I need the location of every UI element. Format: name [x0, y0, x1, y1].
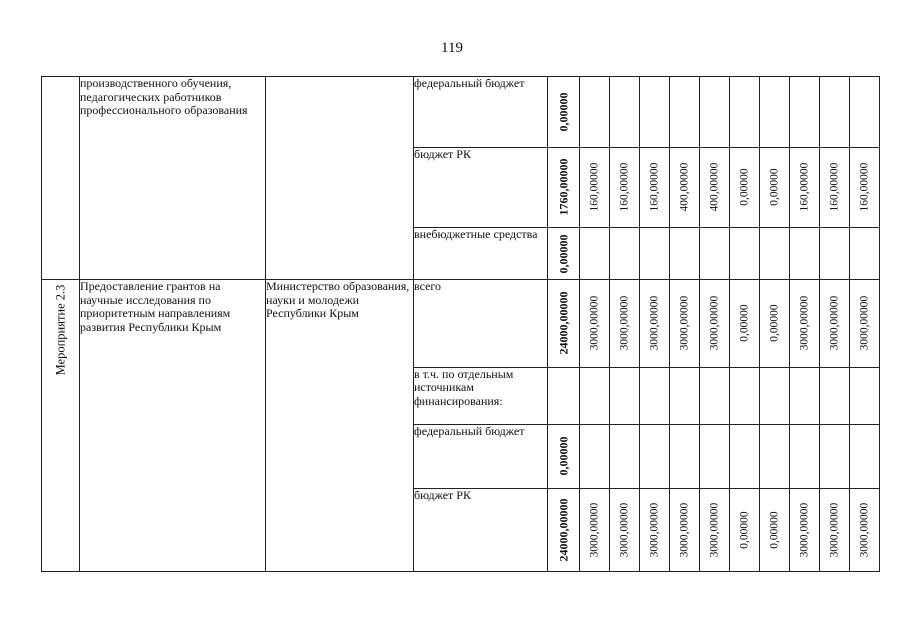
total-amount: 1760,00000: [555, 158, 570, 216]
measure-label: Мероприятие 2.3: [52, 284, 67, 376]
year-amount-cell: [610, 227, 640, 279]
year-amount: 160,00000: [617, 162, 630, 212]
total-amount: 0,00000: [555, 234, 570, 274]
responsible-executor: [266, 77, 414, 280]
year-amount-cell: [790, 488, 820, 571]
year-amount-cell: [790, 147, 820, 227]
year-amount: 3000,00000: [677, 296, 690, 351]
year-amount: 0,00000: [737, 168, 750, 207]
year-amount-cell: [760, 488, 790, 571]
funding-source: всего: [414, 280, 548, 367]
year-amount-cell: [790, 227, 820, 279]
year-amount-cell: [850, 425, 880, 489]
year-amount-cell: [580, 367, 610, 425]
total-amount-cell: [548, 488, 580, 571]
year-amount-cell: [850, 77, 880, 148]
year-amount-cell: [700, 425, 730, 489]
year-amount-cell: [790, 367, 820, 425]
total-amount-cell: [548, 147, 580, 227]
funding-source: федеральный бюджет: [414, 425, 548, 489]
year-amount: 160,00000: [647, 162, 660, 212]
year-amount-cell: [610, 280, 640, 367]
measure-description: производственного обучения, педагогических работников профессионального образования: [80, 77, 266, 280]
year-amount: 3000,00000: [617, 502, 630, 558]
year-amount-cell: [760, 227, 790, 279]
year-amount-cell: [730, 147, 760, 227]
year-amount-cell: [820, 425, 850, 489]
table-row: [42, 77, 880, 148]
year-amount: 3000,00000: [797, 296, 810, 351]
year-amount-cell: [580, 227, 610, 279]
year-amount: 3000,00000: [647, 296, 660, 351]
year-amount-cell: [700, 488, 730, 571]
year-amount-cell: [640, 367, 670, 425]
funding-source: бюджет РК: [414, 488, 548, 571]
funding-source: бюджет РК: [414, 147, 548, 227]
total-amount-cell: [548, 367, 580, 425]
year-amount: 3000,00000: [827, 502, 840, 558]
year-amount-cell: [790, 77, 820, 148]
funding-source: федеральный бюджет: [414, 77, 548, 148]
funding-source: в т.ч. по отдельным источникам финансирования:: [414, 367, 548, 425]
year-amount: 0,00000: [767, 511, 780, 549]
year-amount: 3000,00000: [677, 502, 690, 558]
year-amount-cell: [700, 227, 730, 279]
year-amount-cell: [730, 77, 760, 148]
year-amount-cell: [850, 488, 880, 571]
year-amount: 0,00000: [767, 304, 780, 343]
year-amount-cell: [640, 280, 670, 367]
year-amount-cell: [640, 488, 670, 571]
year-amount: 0,00000: [767, 168, 780, 207]
table-row: [42, 280, 880, 367]
year-amount-cell: [850, 367, 880, 425]
year-amount: 3000,00000: [707, 502, 720, 558]
measure-description: Предоставление грантов на научные исследования по приоритетным направлениям развития Республики Крым: [80, 280, 266, 572]
year-amount: 160,00000: [827, 162, 840, 212]
year-amount-cell: [610, 488, 640, 571]
year-amount: 3000,00000: [827, 296, 840, 351]
year-amount-cell: [760, 367, 790, 425]
year-amount-cell: [580, 280, 610, 367]
year-amount-cell: [670, 147, 700, 227]
year-amount-cell: [640, 425, 670, 489]
year-amount-cell: [730, 227, 760, 279]
year-amount-cell: [730, 488, 760, 571]
total-amount: 24000,00000: [555, 291, 570, 355]
year-amount: 3000,00000: [587, 296, 600, 351]
year-amount-cell: [640, 147, 670, 227]
year-amount: 160,00000: [797, 162, 810, 212]
year-amount-cell: [580, 147, 610, 227]
year-amount-cell: [640, 227, 670, 279]
year-amount-cell: [580, 488, 610, 571]
year-amount-cell: [610, 367, 640, 425]
year-amount: 160,00000: [857, 162, 870, 212]
year-amount-cell: [820, 147, 850, 227]
total-amount-cell: [548, 227, 580, 279]
year-amount: 3000,00000: [797, 502, 810, 558]
year-amount: 3000,00000: [647, 502, 660, 558]
year-amount-cell: [820, 77, 850, 148]
year-amount-cell: [850, 147, 880, 227]
year-amount-cell: [760, 425, 790, 489]
total-amount: 24000,00000: [555, 498, 570, 562]
year-amount-cell: [850, 280, 880, 367]
budget-table: [41, 76, 880, 572]
total-amount: 0,00000: [555, 436, 570, 476]
year-amount: 400,00000: [707, 162, 720, 212]
page-number: 119: [441, 40, 463, 56]
year-amount-cell: [580, 425, 610, 489]
year-amount: 0,00000: [737, 304, 750, 343]
year-amount-cell: [610, 147, 640, 227]
year-amount-cell: [580, 77, 610, 148]
year-amount-cell: [820, 280, 850, 367]
year-amount-cell: [700, 280, 730, 367]
total-amount-cell: [548, 77, 580, 148]
year-amount-cell: [670, 488, 700, 571]
year-amount-cell: [670, 425, 700, 489]
year-amount-cell: [790, 425, 820, 489]
year-amount-cell: [730, 280, 760, 367]
year-amount-cell: [610, 77, 640, 148]
year-amount-cell: [760, 280, 790, 367]
year-amount-cell: [670, 77, 700, 148]
year-amount: 400,00000: [677, 162, 690, 212]
year-amount-cell: [670, 227, 700, 279]
year-amount: 0,00000: [737, 511, 750, 549]
year-amount-cell: [790, 280, 820, 367]
total-amount-cell: [548, 280, 580, 367]
year-amount-cell: [850, 227, 880, 279]
measure-label-cell: [42, 280, 80, 572]
year-amount-cell: [820, 367, 850, 425]
funding-source: внебюджетные средства: [414, 227, 548, 279]
year-amount-cell: [610, 425, 640, 489]
year-amount: 3000,00000: [587, 502, 600, 558]
year-amount-cell: [760, 147, 790, 227]
year-amount-cell: [670, 280, 700, 367]
year-amount-cell: [700, 77, 730, 148]
year-amount-cell: [730, 367, 760, 425]
year-amount: 3000,00000: [857, 502, 870, 558]
total-amount-cell: [548, 425, 580, 489]
year-amount: 3000,00000: [857, 296, 870, 351]
year-amount-cell: [820, 227, 850, 279]
year-amount: 3000,00000: [617, 296, 630, 351]
year-amount-cell: [670, 367, 700, 425]
year-amount-cell: [700, 147, 730, 227]
year-amount: 3000,00000: [707, 296, 720, 351]
year-amount-cell: [760, 77, 790, 148]
measure-label-cell: [42, 77, 80, 280]
year-amount: 160,00000: [587, 162, 600, 212]
year-amount-cell: [700, 367, 730, 425]
year-amount-cell: [820, 488, 850, 571]
year-amount-cell: [640, 77, 670, 148]
year-amount-cell: [730, 425, 760, 489]
responsible-executor: Министерство образования, науки и молодежи Республики Крым: [266, 280, 414, 572]
total-amount: 0,00000: [555, 92, 570, 132]
